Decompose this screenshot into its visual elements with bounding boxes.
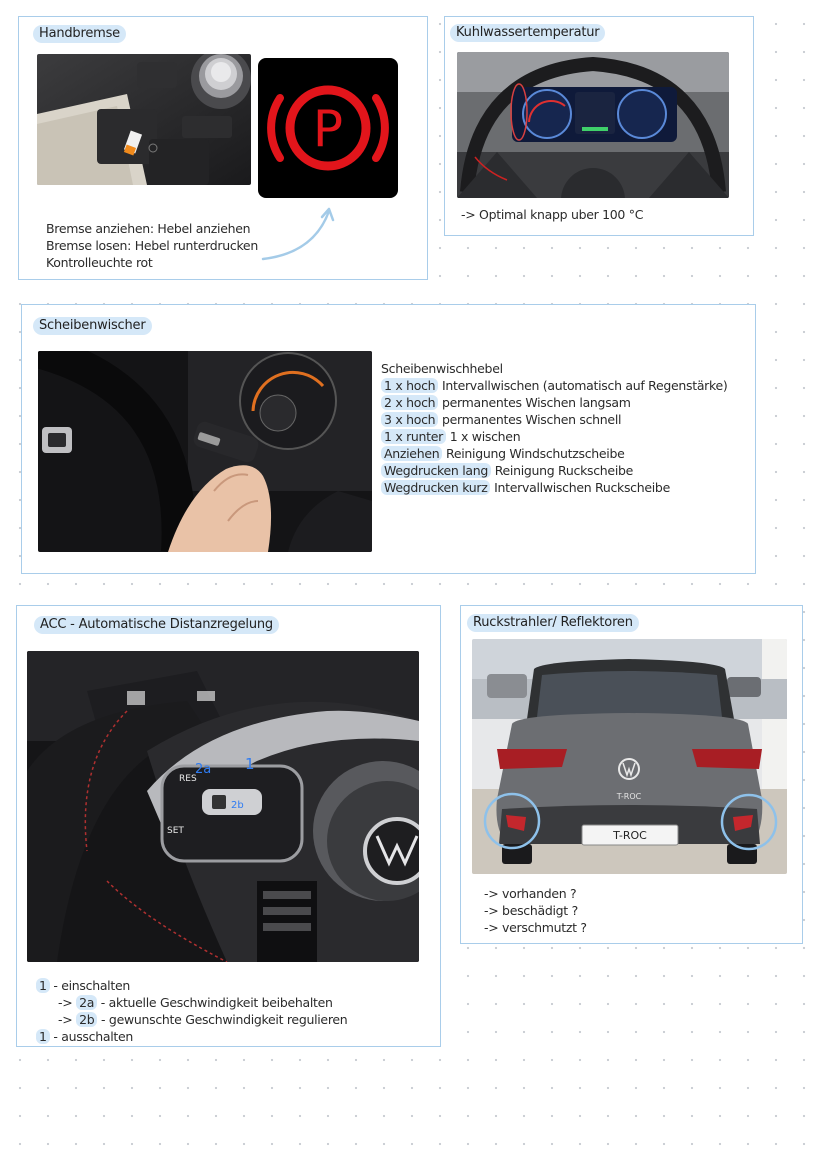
wiper-item-6: [381, 462, 727, 479]
wiper-item-7: [381, 479, 727, 496]
wiper-item-1: [381, 377, 727, 394]
acc-line-4: [36, 1028, 347, 1045]
coolant-card: [444, 16, 754, 236]
wiper-stalk-photo: [38, 351, 372, 552]
wiper-key-1: 1 x hoch: [381, 378, 438, 393]
reflector-note-3: -> verschmutzt ?: [484, 920, 587, 935]
wiper-text-4: 1 x wischen: [449, 429, 521, 444]
wiper-text-2: permanentes Wischen langsam: [441, 395, 631, 410]
wiper-text-5: Reinigung Windschutzscheibe: [446, 446, 625, 461]
wiper-item-3: [381, 411, 727, 428]
wiper-key-6: Wegdrucken lang: [381, 463, 491, 478]
wiper-key-2: 2 x hoch: [381, 395, 438, 410]
acc-text-4: - ausschalten: [53, 1029, 133, 1044]
acc-key-4: 1: [36, 1029, 50, 1044]
wiper-text-7: Intervallwischen Ruckscheibe: [494, 480, 670, 495]
reflector-card: [460, 605, 803, 944]
acc-prefix-2: ->: [58, 995, 77, 1010]
label-2b: 2b: [231, 800, 244, 811]
acc-notes: [36, 977, 347, 1045]
acc-text-2: - aktuelle Geschwindigkeit beibehalten: [100, 995, 333, 1010]
wiper-item-2: [381, 394, 727, 411]
parking-p-symbol: P: [312, 100, 344, 158]
acc-key-2: 2a: [76, 995, 97, 1010]
wiper-text-1: Intervallwischen (automatisch auf Regenstärke): [441, 378, 728, 393]
handbrake-title: Handbremse: [33, 25, 126, 43]
wiper-key-7: Wegdrucken kurz: [381, 480, 490, 495]
wiper-key-4: 1 x runter: [381, 429, 446, 444]
parking-brake-warning-light: [258, 58, 398, 198]
acc-line-2: [36, 994, 347, 1011]
acc-text-3: - gewunschte Geschwindigkeit regulieren: [101, 1012, 348, 1027]
wiper-card: [21, 304, 756, 574]
coolant-title: Kuhlwassertemperatur: [450, 24, 605, 42]
label-2a: 2a: [195, 762, 212, 777]
acc-key-1: 1: [36, 978, 50, 993]
handbrake-note-3: Kontrolleuchte rot: [46, 255, 153, 270]
handbrake-note-2: Bremse losen: Hebel runterdrucken: [46, 238, 258, 253]
handbrake-note-1: Bremse anziehen: Hebel anziehen: [46, 221, 251, 236]
label-1: 1: [245, 755, 255, 773]
car-rear-photo: [472, 639, 787, 874]
acc-key-3: 2b: [76, 1012, 97, 1027]
wiper-notes: [381, 360, 727, 496]
handbrake-photo: [37, 54, 251, 185]
acc-line-1: [36, 977, 347, 994]
acc-text-1: - einschalten: [53, 978, 130, 993]
acc-title: ACC - Automatische Distanzregelung: [34, 616, 279, 634]
reflector-note-1: -> vorhanden ?: [484, 886, 577, 901]
reflector-title: Ruckstrahler/ Reflektoren: [467, 614, 639, 632]
license-plate: T-ROC: [613, 829, 647, 842]
wiper-item-5: [381, 445, 727, 462]
reflector-note-2: -> beschädigt ?: [484, 903, 578, 918]
wiper-item-4: [381, 428, 727, 445]
handbrake-notes: [46, 220, 258, 271]
coolant-note: -> Optimal knapp uber 100 °C: [461, 207, 644, 222]
reflector-notes: [484, 885, 587, 936]
res-button-label: RES: [179, 774, 197, 784]
wiper-key-3: 3 x hoch: [381, 412, 438, 427]
steering-wheel-photo: [27, 651, 419, 962]
acc-card: [16, 605, 441, 1047]
arrow-icon: [259, 205, 339, 265]
wiper-text-6: Reinigung Ruckscheibe: [494, 463, 634, 478]
acc-prefix-3: ->: [58, 1012, 77, 1027]
wiper-key-5: Anziehen: [381, 446, 442, 461]
wiper-title: Scheibenwischer: [33, 317, 152, 335]
dashboard-photo: [457, 52, 729, 198]
acc-line-3: [36, 1011, 347, 1028]
car-badge: T-ROC: [616, 792, 642, 801]
handbrake-card: [18, 16, 428, 280]
set-button-label: SET: [167, 826, 184, 836]
wiper-heading: Scheibenwischhebel: [381, 361, 503, 376]
wiper-text-3: permanentes Wischen schnell: [441, 412, 622, 427]
